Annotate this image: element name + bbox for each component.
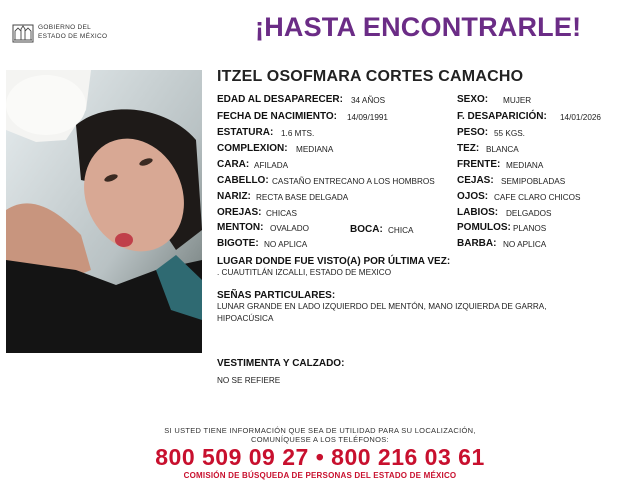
info-line2: COMUNÍQUESE A LOS TELÉFONOS: (251, 435, 389, 444)
government-seal-icon (12, 22, 34, 44)
last-seen-label: LUGAR DONDE FUE VISTO(A) POR ÚLTIMA VEZ: (217, 256, 451, 267)
mustache-label: BIGOTE: (217, 238, 259, 249)
phone-numbers[interactable]: 800 509 09 27 • 800 216 03 61 (155, 444, 485, 470)
ears-label: OREJAS: (217, 207, 262, 218)
commission-name: COMISIÓN DE BÚSQUEDA DE PERSONAS DEL ESTADO DE MÉXICO (183, 471, 457, 480)
forehead-value: MEDIANA (506, 161, 544, 170)
particular-signs-label: SEÑAS PARTICULARES: (217, 290, 336, 301)
face-label: CARA: (217, 159, 250, 170)
birth-date-value: 14/09/1991 (347, 113, 388, 122)
chin-label: MENTON: (217, 222, 264, 233)
lips-value: DELGADOS (506, 209, 552, 218)
lips-label: LABIOS: (457, 207, 499, 218)
height-label: ESTATURA: (217, 127, 274, 138)
birth-date-label: FECHA DE NACIMIENTO: (217, 111, 337, 122)
nose-label: NARIZ: (217, 191, 251, 202)
hair-value: CASTAÑO ENTRECANO A LOS HOMBROS (272, 177, 435, 186)
build-label: COMPLEXION: (217, 143, 288, 154)
weight-label: PESO: (457, 127, 489, 138)
skin-label: TEZ: (457, 143, 480, 154)
particular-signs-line2: HIPOACÚSICA (217, 314, 274, 323)
hair-label: CABELLO: (217, 175, 269, 186)
person-full-name: ITZEL OSOFMARA CORTES CAMACHO (217, 68, 524, 85)
eyebrows-label: CEJAS: (457, 175, 494, 186)
missing-person-photo (6, 70, 202, 353)
eyes-label: OJOS: (457, 191, 489, 202)
cheekbones-value: PLANOS (513, 224, 547, 233)
weight-value: 55 KGS. (494, 129, 525, 138)
beard-value: NO APLICA (503, 240, 547, 249)
height-value: 1.6 MTS. (281, 129, 315, 138)
disappearance-date-label: F. DESAPARICIÓN: (457, 111, 547, 122)
face-value: AFILADA (254, 161, 289, 170)
clothing-value: NO SE REFIERE (217, 376, 281, 385)
sex-value: MUJER (503, 96, 532, 105)
government-name-line1: GOBIERNO DEL (38, 24, 92, 31)
eyes-value: CAFE CLARO CHICOS (494, 193, 581, 202)
forehead-label: FRENTE: (457, 159, 501, 170)
sex-label: SEXO: (457, 94, 489, 105)
clothing-label: VESTIMENTA Y CALZADO: (217, 358, 345, 369)
eyebrows-value: SEMIPOBLADAS (501, 177, 566, 186)
mustache-value: NO APLICA (264, 240, 308, 249)
last-seen-value: . CUAUTITLÁN IZCALLI, ESTADO DE MEXICO (217, 268, 392, 277)
ears-value: CHICAS (266, 209, 297, 218)
build-value: MEDIANA (296, 145, 334, 154)
age-label: EDAD AL DESAPARECER: (217, 94, 343, 105)
government-name-line2: ESTADO DE MÉXICO (38, 33, 108, 40)
disappearance-date-value: 14/01/2026 (560, 113, 601, 122)
particular-signs-line1: LUNAR GRANDE EN LADO IZQUIERDO DEL MENTÓN, MANO IZQUIERDA DE GARRA, (217, 302, 547, 311)
age-value: 34 AÑOS (351, 96, 386, 105)
mouth-value: CHICA (388, 226, 414, 235)
cheekbones-label: POMULOS: (457, 222, 511, 233)
headline: ¡HASTA ENCONTRARLE! (255, 12, 582, 42)
beard-label: BARBA: (457, 238, 497, 249)
mouth-label: BOCA: (350, 224, 383, 235)
skin-value: BLANCA (486, 145, 519, 154)
chin-value: OVALADO (270, 224, 309, 233)
nose-value: RECTA BASE DELGADA (256, 193, 349, 202)
info-line1: SI USTED TIENE INFORMACIÓN QUE SEA DE UTILIDAD PARA SU LOCALIZACIÓN, (164, 426, 476, 435)
